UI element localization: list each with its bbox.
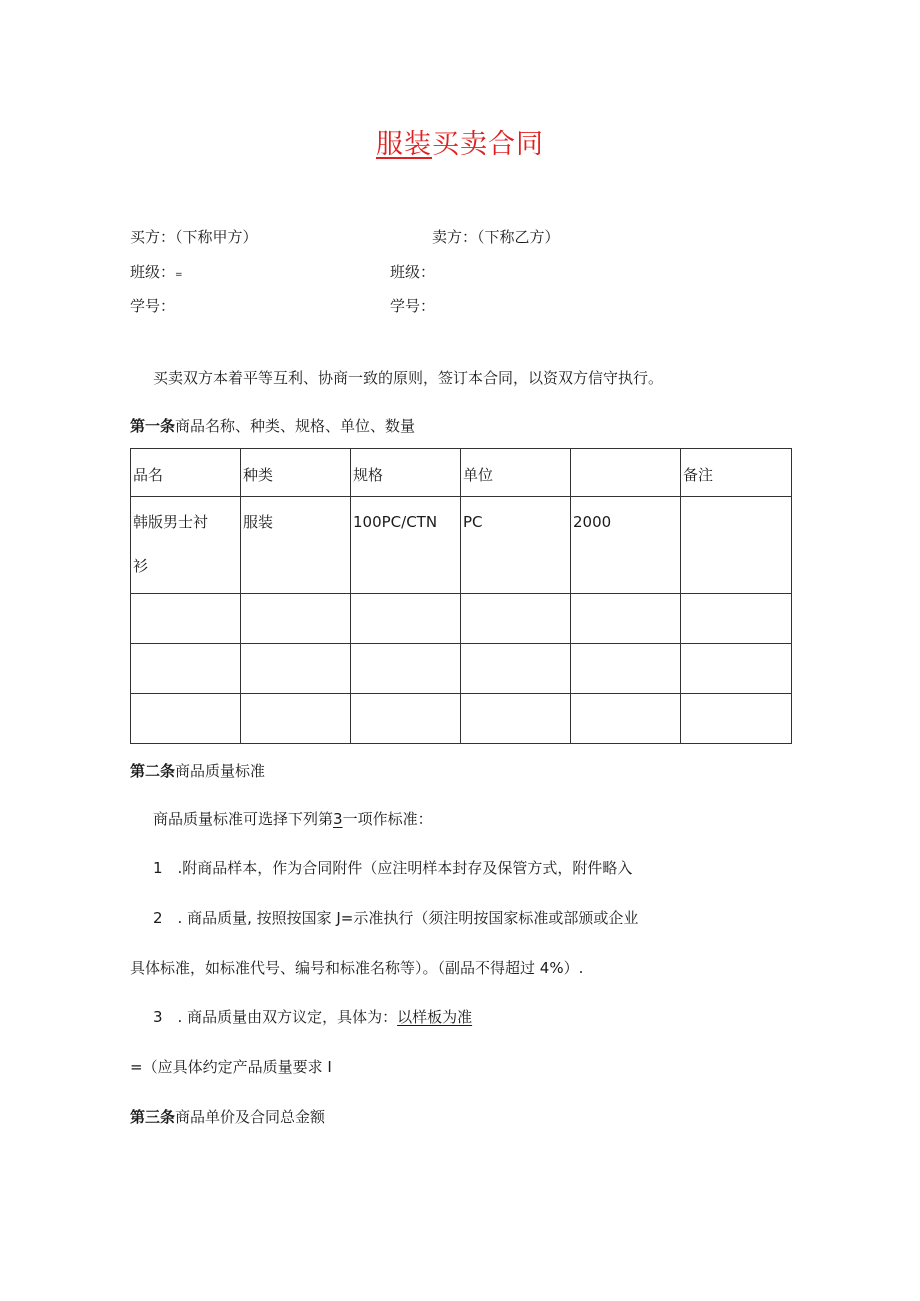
table-row xyxy=(131,497,792,594)
header-cell-note: 备注 xyxy=(681,449,792,497)
quality-item-3-note: =（应具体约定产品质量要求 I xyxy=(130,1058,332,1076)
buyer-class-mark: = xyxy=(175,270,183,280)
article-2-title: 商品质量标准 xyxy=(175,762,266,780)
quality-intro xyxy=(153,808,433,829)
article-1-number: 第一条 xyxy=(130,417,176,435)
buyer-class-label: 班级： xyxy=(130,263,176,281)
header-cell-unit: 单位 xyxy=(461,449,571,497)
intro-paragraph: 买卖双方本着平等互利、协商一致的原则，签订本合同，以资双方信守执行。 xyxy=(153,369,664,387)
product-name-line1: 韩版男士衬 xyxy=(133,513,209,531)
cell-product-note xyxy=(681,497,792,594)
header-cell-type: 种类 xyxy=(241,449,351,497)
seller-class-label: 班级： xyxy=(390,263,436,281)
quality-intro-post: 一项作标准： xyxy=(342,810,433,828)
cell-product-quantity xyxy=(571,497,681,594)
table-header-row xyxy=(131,449,792,497)
article-1-title: 商品名称、种类、规格、单位、数量 xyxy=(175,417,416,435)
product-spec-value: 100PC/CTN xyxy=(353,513,438,531)
cell-product-type xyxy=(241,497,351,594)
article-3-title: 商品单价及合同总金额 xyxy=(175,1108,326,1126)
table-row xyxy=(131,644,792,694)
quality-item-2: 2 . 商品质量, 按照按国家 J=示准执行（须注明按国家标准或部颁或企业 xyxy=(153,909,639,927)
goods-table xyxy=(130,448,792,744)
quality-item-3-value: 以样板为准 xyxy=(397,1008,473,1026)
quality-intro-number: 3 xyxy=(333,810,343,828)
header-cell-quantity xyxy=(571,449,681,497)
buyer-class-row xyxy=(130,261,183,282)
article-3-heading xyxy=(130,1106,325,1127)
article-1-heading xyxy=(130,415,415,436)
product-quantity-value: 2000 xyxy=(573,513,612,531)
quality-item-3 xyxy=(153,1006,472,1027)
quality-item-2-continued: 具体标准，如标准代号、编号和标准名称等）。（副品不得超过 4%）. xyxy=(130,959,584,977)
header-cell-spec: 规格 xyxy=(351,449,461,497)
article-2-number: 第二条 xyxy=(130,762,176,780)
contract-title xyxy=(0,122,920,161)
quality-item-1: 1 .附商品样本，作为合同附件（应注明样本封存及保管方式，附件略入 xyxy=(153,859,633,877)
buyer-label: 买方：（下称甲方） xyxy=(130,228,258,246)
cell-product-unit xyxy=(461,497,571,594)
cell-product-spec xyxy=(351,497,461,594)
quality-item-3-label: 3 . 商品质量由双方议定，具体为： xyxy=(153,1008,398,1026)
seller-label: 卖方：（下称乙方） xyxy=(432,228,560,246)
title-rest: 买卖合同 xyxy=(432,129,544,160)
table-row xyxy=(131,594,792,644)
article-3-number: 第三条 xyxy=(130,1108,176,1126)
article-2-heading xyxy=(130,760,265,781)
product-name-line2: 衫 xyxy=(133,557,149,575)
title-underlined-part: 服装 xyxy=(376,129,432,160)
cell-product-name xyxy=(131,497,241,594)
table-row xyxy=(131,694,792,744)
seller-id-label: 学号： xyxy=(390,297,436,315)
quality-intro-pre: 商品质量标准可选择下列第 xyxy=(153,810,334,828)
buyer-id-label: 学号： xyxy=(130,297,176,315)
product-type-value: 服装 xyxy=(243,513,274,531)
product-unit-value: PC xyxy=(463,513,483,531)
header-cell-name: 品名 xyxy=(131,449,241,497)
